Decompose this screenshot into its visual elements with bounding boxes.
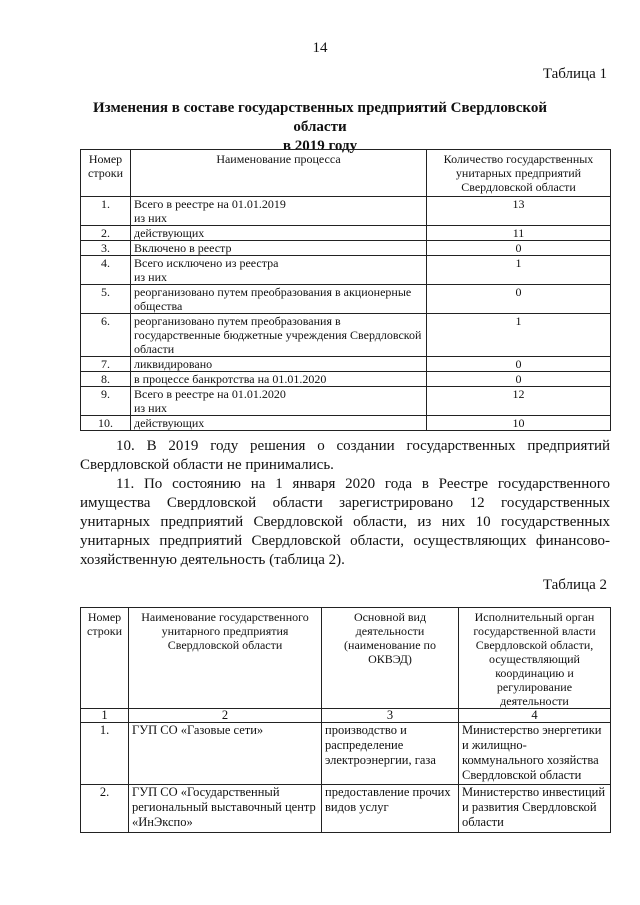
row-value: 1 (427, 256, 611, 285)
table2-label: Таблица 2 (542, 577, 607, 593)
table1-label: Таблица 1 (542, 66, 607, 82)
table1-title-line1: Изменения в составе государственных предприятий Свердловской области (92, 100, 548, 135)
row-num: 4. (81, 256, 131, 285)
table1-header-process: Наименование процесса (131, 150, 427, 197)
row-name-text: Всего в реестре на 01.01.2020 (134, 387, 286, 401)
row-value: 0 (427, 241, 611, 256)
row-name: ликвидировано (131, 357, 427, 372)
row-name: ГУП СО «Государственный региональный выставочный центр «ИнЭкспо» (129, 785, 322, 833)
table-row (81, 357, 611, 372)
row-name (131, 256, 427, 285)
row-name: реорганизовано путем преобразования в государственные бюджетные учреждения Свердловской области (131, 314, 427, 357)
table2 (80, 607, 611, 833)
row-name: действующих (131, 226, 427, 241)
index-cell: 3 (322, 709, 459, 723)
table1-title (70, 99, 570, 156)
index-cell: 2 (129, 709, 322, 723)
row-name-text: Всего исключено из реестра (134, 256, 279, 270)
row-activity: предоставление прочих видов услуг (322, 785, 459, 833)
row-authority: Министерство энергетики и жилищно-коммунального хозяйства Свердловской области (459, 723, 611, 785)
index-cell: 1 (81, 709, 129, 723)
row-num: 7. (81, 357, 131, 372)
table2-header-authority: Исполнительный орган государственной власти Свердловской области, осуществляющий координацию и регулирование деятельности (459, 608, 611, 709)
row-name: ГУП СО «Газовые сети» (129, 723, 322, 785)
table2-header-row (81, 608, 611, 709)
row-name: в процессе банкротства на 01.01.2020 (131, 372, 427, 387)
row-num: 10. (81, 416, 131, 431)
index-cell: 4 (459, 709, 611, 723)
row-value: 0 (427, 357, 611, 372)
row-value: 1 (427, 314, 611, 357)
table-row (81, 314, 611, 357)
table2-header-name: Наименование государственного унитарного предприятия Свердловской области (129, 608, 322, 709)
table-row (81, 785, 611, 833)
row-name (131, 387, 427, 416)
table2-header-activity: Основной вид деятельности (наименование по ОКВЭД) (322, 608, 459, 709)
table1-header-count: Количество государственных унитарных предприятий Свердловской области (427, 150, 611, 197)
table-row (81, 372, 611, 387)
row-activity: производство и распределение электроэнергии, газа (322, 723, 459, 785)
paragraph-11: 11. По состоянию на 1 января 2020 года в Реестре государственного имущества Свердловской области зарегистрировано 12 государственных унитарных предприятий Свердловской области, из них 10 государственных унитарных предприятий Свердловской области, осуществляющих финансово-хозяйственную деятельность (таблица 2). (80, 476, 610, 568)
table-row (81, 226, 611, 241)
row-num: 6. (81, 314, 131, 357)
table-row (81, 285, 611, 314)
table1 (80, 149, 611, 431)
row-name-sub: из них (134, 211, 168, 225)
table2-header-num: Номер строки (81, 608, 129, 709)
table2-index-row (81, 709, 611, 723)
row-name-text: Всего в реестре на 01.01.2019 (134, 197, 286, 211)
table-row (81, 416, 611, 431)
row-num: 1. (81, 723, 129, 785)
row-num: 9. (81, 387, 131, 416)
row-num: 8. (81, 372, 131, 387)
row-name (131, 197, 427, 226)
row-value: 11 (427, 226, 611, 241)
row-num: 5. (81, 285, 131, 314)
row-value: 0 (427, 372, 611, 387)
table-row (81, 387, 611, 416)
row-value: 10 (427, 416, 611, 431)
row-num: 2. (81, 785, 129, 833)
row-num: 2. (81, 226, 131, 241)
table-row (81, 241, 611, 256)
row-authority: Министерство инвестиций и развития Свердловской области (459, 785, 611, 833)
row-name-sub: из них (134, 401, 168, 415)
table1-header-row (81, 150, 611, 197)
row-value: 12 (427, 387, 611, 416)
row-name: реорганизовано путем преобразования в акционерные общества (131, 285, 427, 314)
row-num: 3. (81, 241, 131, 256)
row-name: Включено в реестр (131, 241, 427, 256)
table-row (81, 256, 611, 285)
table1-header-num: Номер строки (81, 150, 131, 197)
row-value: 0 (427, 285, 611, 314)
row-name-sub: из них (134, 270, 168, 284)
table1-title-line2: в 2019 году (282, 138, 358, 154)
row-name: действующих (131, 416, 427, 431)
row-num: 1. (81, 197, 131, 226)
row-value: 13 (427, 197, 611, 226)
paragraph-10: 10. В 2019 году решения о создании государственных предприятий Свердловской области не принимались. (80, 438, 610, 473)
table-row (81, 723, 611, 785)
table-row (81, 197, 611, 226)
page-number: 14 (312, 40, 328, 56)
